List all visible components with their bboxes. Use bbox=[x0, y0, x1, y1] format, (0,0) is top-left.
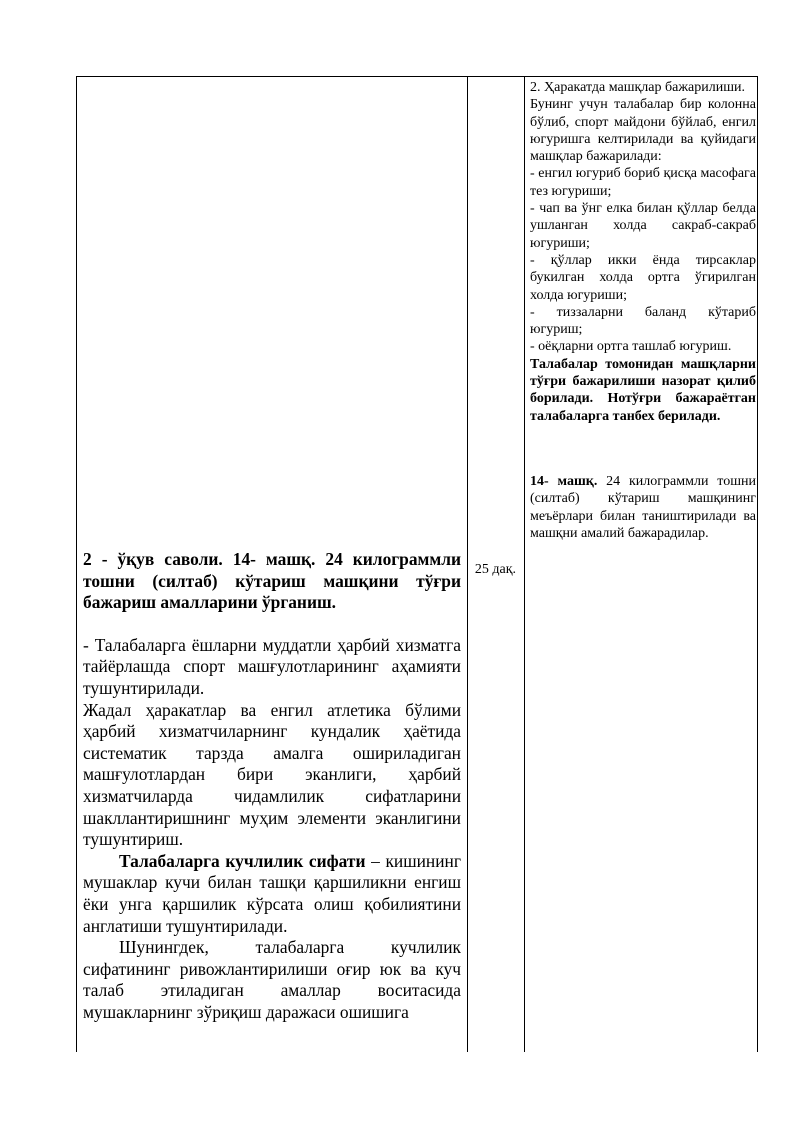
list-item: - тиззаларни баланд кўтариб югуриш; bbox=[530, 304, 756, 338]
strength-term: Талабаларга кучлилик сифати bbox=[119, 850, 366, 871]
paragraph: - Талабаларга ёшларни муддатли ҳарбий хизматга тайёрлашда спорт машғулотларининг аҳамияти тушунтирилади. bbox=[83, 634, 461, 698]
exercise-heading: 2. Ҳаракатда машқлар бажарилиши. bbox=[530, 80, 745, 95]
lesson-plan-table bbox=[76, 76, 758, 1052]
paragraph bbox=[83, 851, 461, 937]
duration-column bbox=[467, 561, 524, 578]
duration-value: 25 дақ. bbox=[474, 562, 517, 577]
supervision-note: Талабалар томонидан машқларни тўғри бажарилиши назорат қилиб борилади. Нотўғри бажараётган талабаларга танбех берилади. bbox=[530, 356, 756, 424]
exercise-text: 24 килограммли тошни (силтаб) кўтариш машқининг меъёрлари билан таништирилади ва машқни амалий бажарадилар. bbox=[530, 473, 756, 541]
paragraph: Жадал ҳаракатлар ва енгил атлетика бўлими ҳарбий хизматчиларнинг кундалик ҳаётида систематик тарзда амалга ошириладиган машғулотлардан бири эканлиги, ҳарбий хизматчиларда чидамлилик сифатларини шакллантиришнинг муҳим элементи эканлигини тушунтириш. bbox=[83, 699, 461, 850]
list-item: - оёқларни ортга ташлаб югуриш. bbox=[530, 339, 732, 355]
section-title: 2 - ўқув саволи. 14- машқ. 24 килограммли тошни (силтаб) кўтариш машқини тўғри бажариш амалларини ўрганиш. bbox=[83, 549, 461, 613]
list-item: - чап ва ўнг елка билан қўллар белда ушланган холда сакраб-сакраб югуриши; bbox=[530, 201, 756, 251]
list-item: - қўллар икки ёнда тирсаклар букилган холда ортга ўгирилган холда югуриши; bbox=[530, 252, 756, 303]
activity-column bbox=[530, 79, 756, 542]
exercise-intro: Бунинг учун талабалар бир колонна бўлиб, спорт майдони бўйлаб, енгил югуришга келтирилади ва қуйидаги машқлар бажарилади: bbox=[530, 97, 756, 165]
paragraph: Шунингдек, талабаларга кучлилик сифатининг ривожлантирилиши оғир юк ва куч талаб этиладиган амаллар воситасида мушакларнинг зўриқиш даражаси ошишига bbox=[83, 937, 461, 1022]
list-item: - енгил югуриб бориб қисқа масофага тез югуриши; bbox=[530, 166, 756, 199]
exercise-14-description bbox=[530, 473, 756, 542]
strength-definition: – кишининг мушаклар кучи билан ташқи қаршиликни енгиш ёки унга қаршилик кўрсата олиш қобилиятини англатиши тушунтирилади. bbox=[83, 850, 461, 936]
exercise-label: 14- машқ. bbox=[530, 473, 598, 489]
column-divider bbox=[524, 77, 525, 1052]
content-column bbox=[83, 549, 461, 1023]
